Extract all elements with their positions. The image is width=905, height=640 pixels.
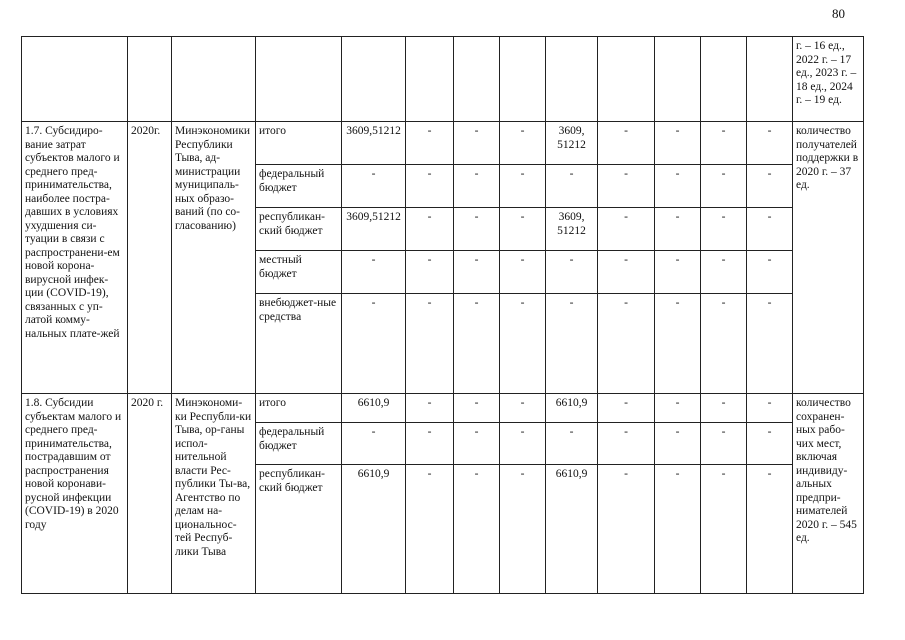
total-cell: - xyxy=(342,165,406,208)
indicator-cell: г. – 16 ед., 2022 г. – 17 ед., 2023 г. – 18 ед., 2024 г. – 19 ед. xyxy=(793,37,864,122)
amount-cell: - xyxy=(747,165,793,208)
amount-cell: - xyxy=(598,465,655,594)
empty-cell xyxy=(406,37,454,122)
empty-cell xyxy=(701,37,747,122)
amount-cell: - xyxy=(598,122,655,165)
amount-cell: - xyxy=(546,251,598,294)
amount-cell: - xyxy=(454,294,500,394)
empty-cell xyxy=(454,37,500,122)
amount-cell: - xyxy=(454,165,500,208)
amount-cell: - xyxy=(500,465,546,594)
table-row xyxy=(22,394,864,423)
amount-cell: - xyxy=(655,294,701,394)
empty-cell xyxy=(22,37,128,122)
amount-cell: 3609, 51212 xyxy=(546,208,598,251)
amount-cell: - xyxy=(500,294,546,394)
funding-source-cell: итого xyxy=(256,394,342,423)
amount-cell: - xyxy=(406,165,454,208)
amount-cell: - xyxy=(500,165,546,208)
indicator-cell: количество получателей поддержки в 2020 г. – 37 ед. xyxy=(793,122,864,394)
amount-cell: - xyxy=(655,122,701,165)
amount-cell: - xyxy=(454,122,500,165)
amount-cell: - xyxy=(406,423,454,465)
funding-source-cell: республикан-ский бюджет xyxy=(256,208,342,251)
amount-cell: - xyxy=(701,122,747,165)
amount-cell: - xyxy=(598,294,655,394)
empty-cell xyxy=(172,37,256,122)
amount-cell: - xyxy=(747,465,793,594)
total-cell: 3609,51212 xyxy=(342,208,406,251)
executor-cell: Минэкономи-ки Республи-ки Тыва, ор-ганы испол-нительной власти Рес-публики Ты-ва, Агентство по делам на-циональнос-тей Респуб-лики Тыва xyxy=(172,394,256,594)
total-cell: 3609,51212 xyxy=(342,122,406,165)
empty-cell xyxy=(128,37,172,122)
amount-cell: - xyxy=(747,122,793,165)
amount-cell: 6610,9 xyxy=(546,465,598,594)
amount-cell: - xyxy=(701,208,747,251)
amount-cell: - xyxy=(406,465,454,594)
amount-cell: - xyxy=(500,394,546,423)
funding-source-cell: федеральный бюджет xyxy=(256,165,342,208)
empty-cell xyxy=(546,37,598,122)
funding-source-cell: федеральный бюджет xyxy=(256,423,342,465)
measure-name-cell: 1.7. Субсидиро-вание затрат субъектов малого и среднего пред-принимательства, наиболее постра-давших в условиях ухудшения си-туации в связи с распространени-ем новой корона-вирусной инфек-ции (COVID-19), связанных с уп-латой комму-нальных плате-жей xyxy=(22,122,128,394)
amount-cell: - xyxy=(454,251,500,294)
total-cell: 6610,9 xyxy=(342,465,406,594)
amount-cell: - xyxy=(655,423,701,465)
amount-cell: - xyxy=(701,465,747,594)
amount-cell: - xyxy=(546,423,598,465)
amount-cell: - xyxy=(655,251,701,294)
amount-cell: - xyxy=(655,165,701,208)
amount-cell: - xyxy=(406,394,454,423)
executor-cell: Минэкономики Республики Тыва, ад-министрации муниципаль-ных образо-ваний (по со-гласованию) xyxy=(172,122,256,394)
amount-cell: - xyxy=(546,165,598,208)
amount-cell: - xyxy=(454,394,500,423)
funding-source-cell: республикан-ский бюджет xyxy=(256,465,342,594)
amount-cell: - xyxy=(701,251,747,294)
amount-cell: - xyxy=(655,465,701,594)
amount-cell: 6610,9 xyxy=(546,394,598,423)
table-row-continuation xyxy=(22,37,864,122)
empty-cell xyxy=(747,37,793,122)
amount-cell: - xyxy=(747,251,793,294)
empty-cell xyxy=(256,37,342,122)
amount-cell: - xyxy=(701,294,747,394)
amount-cell: - xyxy=(406,122,454,165)
amount-cell: - xyxy=(454,465,500,594)
amount-cell: - xyxy=(747,423,793,465)
total-cell: - xyxy=(342,294,406,394)
amount-cell: - xyxy=(546,294,598,394)
amount-cell: - xyxy=(747,294,793,394)
amount-cell: - xyxy=(598,251,655,294)
amount-cell: - xyxy=(500,208,546,251)
amount-cell: - xyxy=(454,423,500,465)
empty-cell xyxy=(342,37,406,122)
amount-cell: - xyxy=(500,423,546,465)
amount-cell: - xyxy=(406,251,454,294)
indicator-cell: количество сохранен-ных рабо-чих мест, включая индивиду-альных предпри-нимателей 2020 г. – 545 ед. xyxy=(793,394,864,594)
amount-cell: - xyxy=(701,423,747,465)
amount-cell: - xyxy=(701,394,747,423)
amount-cell: - xyxy=(747,394,793,423)
page-number: 80 xyxy=(832,6,845,21)
total-cell: - xyxy=(342,423,406,465)
empty-cell xyxy=(598,37,655,122)
empty-cell xyxy=(500,37,546,122)
amount-cell: - xyxy=(701,165,747,208)
amount-cell: - xyxy=(598,423,655,465)
table-row xyxy=(22,122,864,165)
amount-cell: - xyxy=(655,394,701,423)
total-cell: 6610,9 xyxy=(342,394,406,423)
amount-cell: - xyxy=(747,208,793,251)
year-cell: 2020 г. xyxy=(128,394,172,594)
funding-source-cell: итого xyxy=(256,122,342,165)
year-cell: 2020г. xyxy=(128,122,172,394)
total-cell: - xyxy=(342,251,406,294)
amount-cell: - xyxy=(655,208,701,251)
funding-source-cell: местный бюджет xyxy=(256,251,342,294)
amount-cell: - xyxy=(406,294,454,394)
amount-cell: - xyxy=(500,251,546,294)
amount-cell: - xyxy=(598,165,655,208)
budget-table xyxy=(21,36,864,594)
amount-cell: - xyxy=(598,208,655,251)
amount-cell: - xyxy=(406,208,454,251)
amount-cell: - xyxy=(500,122,546,165)
empty-cell xyxy=(655,37,701,122)
funding-source-cell: внебюджет-ные средства xyxy=(256,294,342,394)
amount-cell: - xyxy=(598,394,655,423)
amount-cell: - xyxy=(454,208,500,251)
amount-cell: 3609, 51212 xyxy=(546,122,598,165)
measure-name-cell: 1.8. Субсидии субъектам малого и среднего пред-принимательства, пострадавшим от распространения новой коронави-русной инфекции (COVID-19) в 2020 году xyxy=(22,394,128,594)
